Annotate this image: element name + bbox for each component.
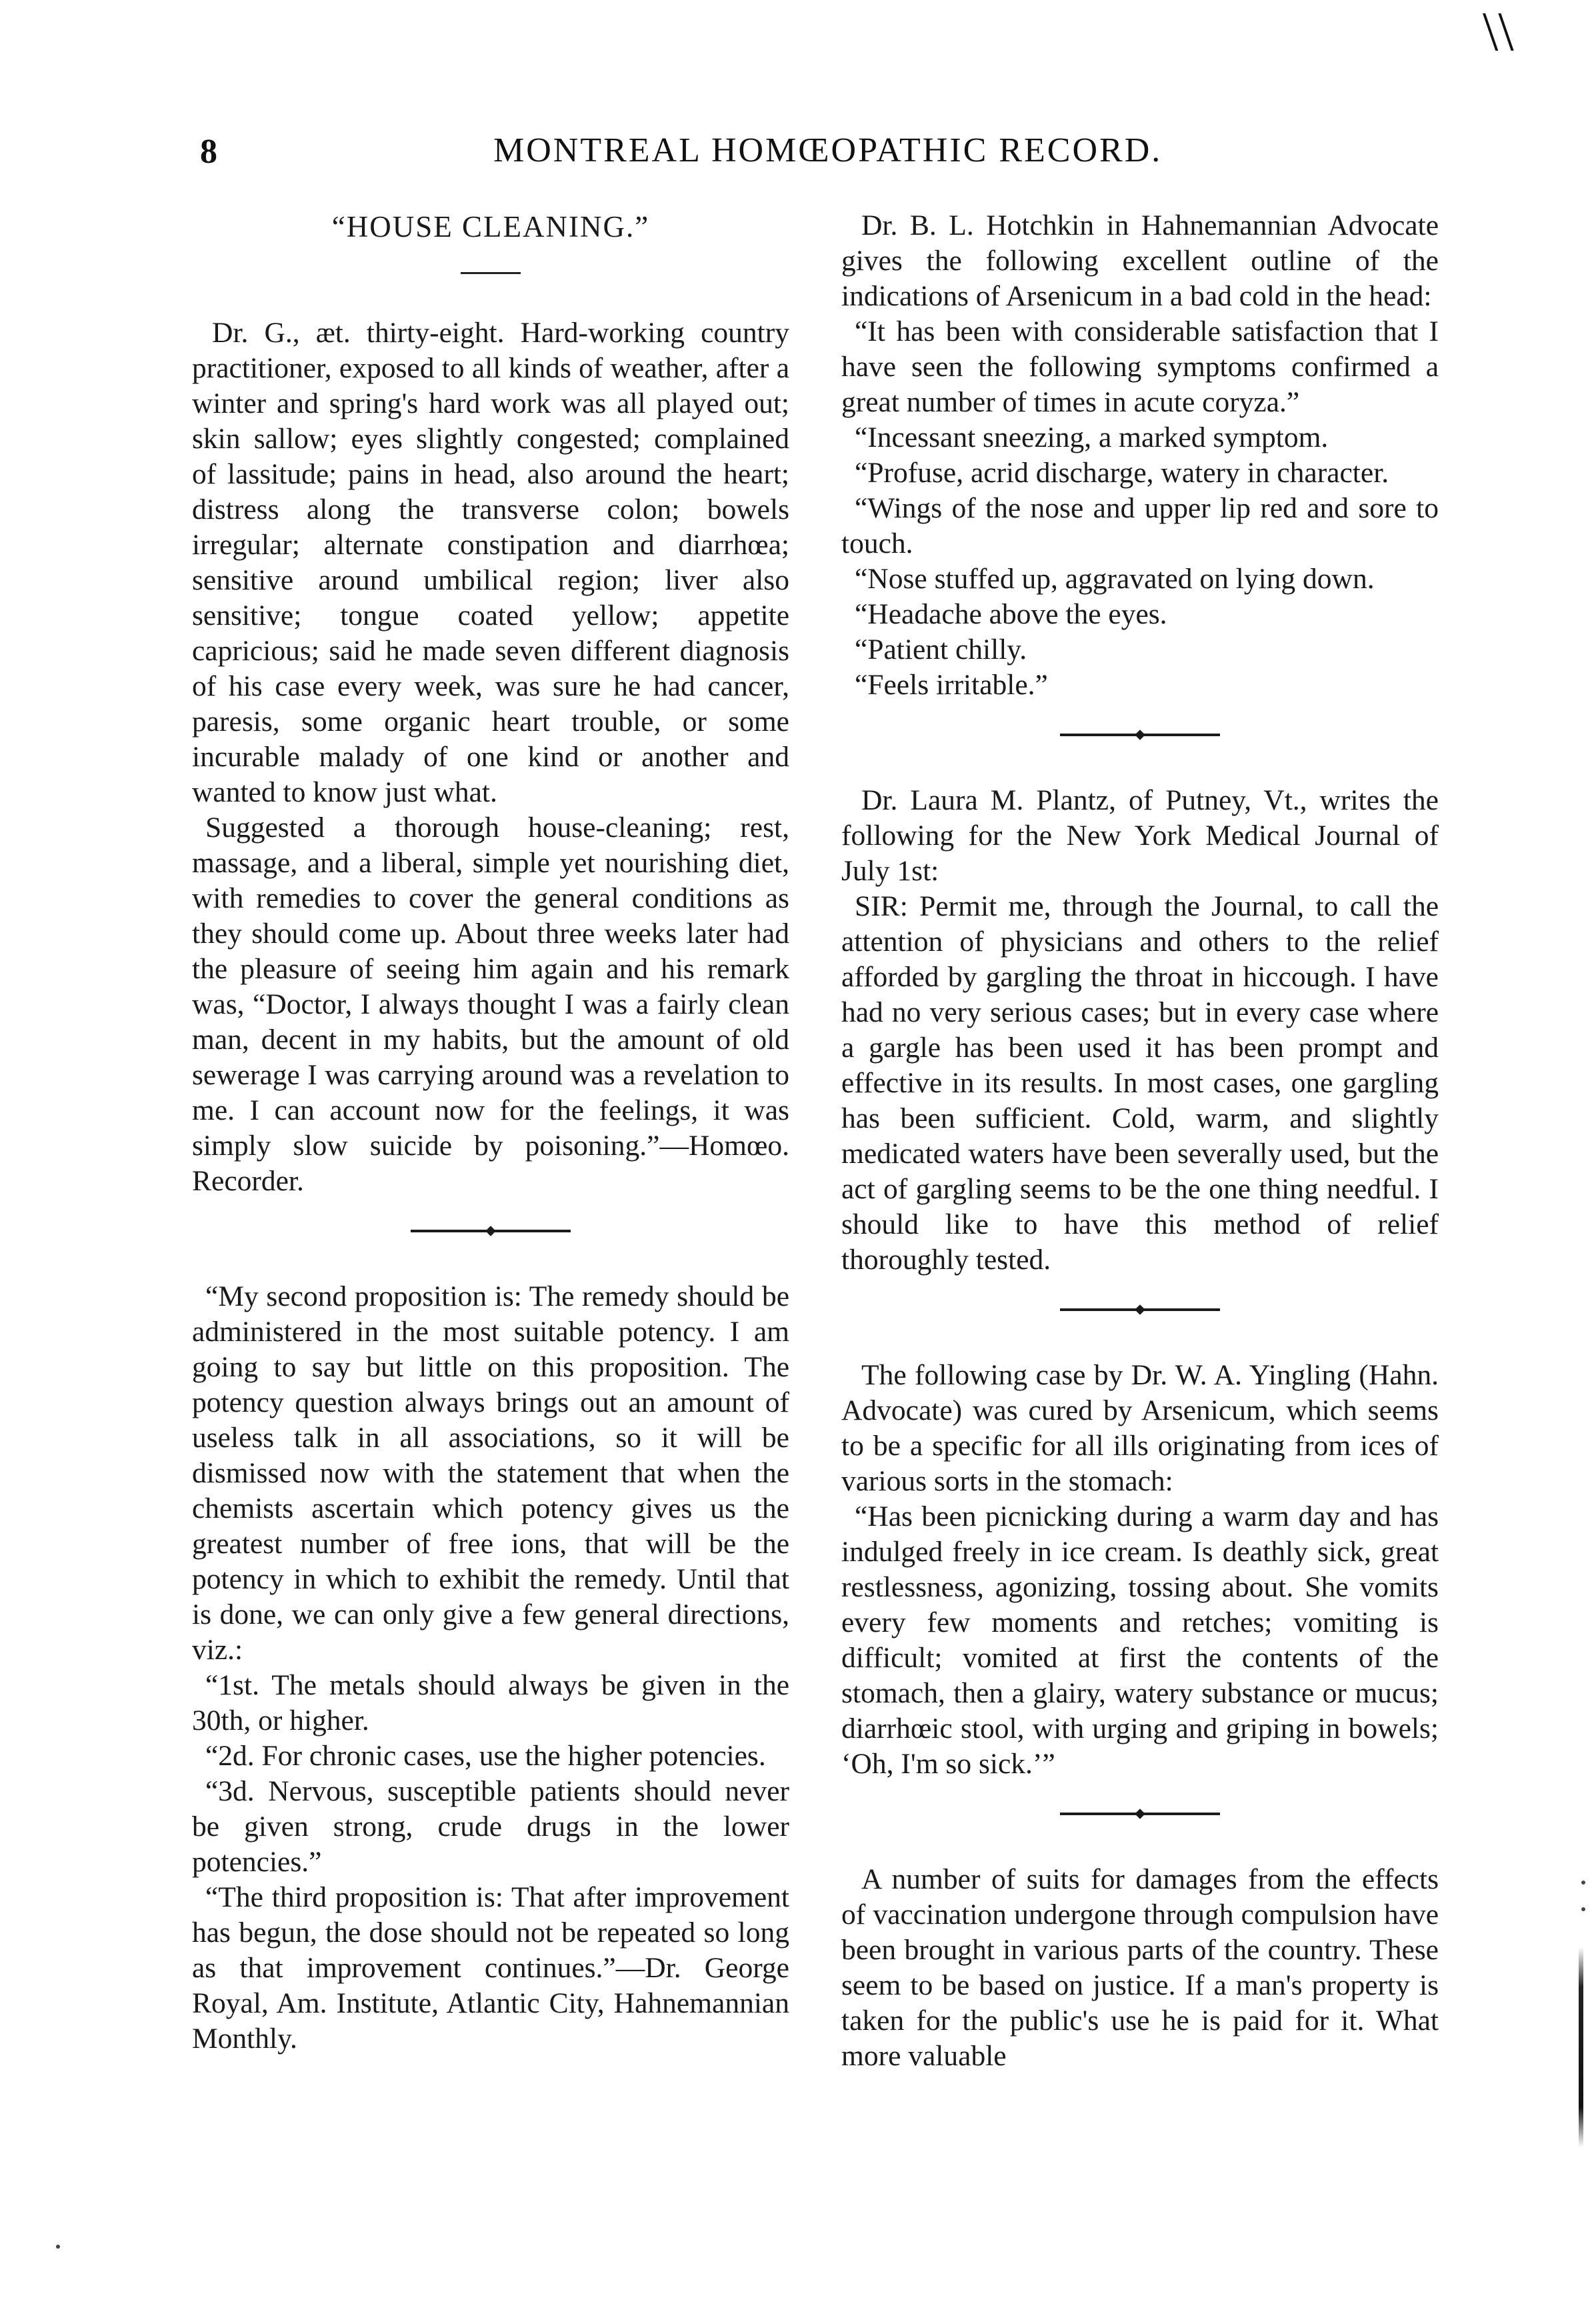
article-paragraph: “My second proposition is: The remedy should be administered in the most suitable potency. I am going to say but little on this proposition. The potency question always brings out an amount of useless talk in all associations, so it will be dismissed now with the statement that when the chemists ascertain which potency gives us the greatest number of free ions, that will be the potency in which to exhibit the remedy. Until that is done, we can only give a few general directions, viz.:: [192, 1280, 789, 1666]
article-paragraph: “Has been picnicking during a warm day and has indulged freely in ice cream. Is deathly sick, great restlessness, agonizing, tossing about. She vomits every few moments and retches; vomiting is difficult; vomited at first the contents of the stomach, then a glairy, watery substance or mucus; diarrhœic stool, with urging and griping in bowels; ‘Oh, I'm so sick.’”: [841, 1500, 1439, 1780]
right-column: [841, 208, 1439, 2074]
article-paragraph: “The third proposition is: That after improvement has begun, the dose should not be repeated so long as that improvement continues.”—Dr. George Royal, Am. Institute, Atlantic City, Hahnemannian Monthly.: [192, 1881, 789, 2055]
scan-speck: [1581, 1907, 1585, 1911]
divider-diamond: [1135, 1304, 1145, 1315]
article-paragraph: “Feels irritable.”: [855, 669, 1048, 701]
ornamental-divider: [1060, 1308, 1220, 1311]
article-paragraph: “Incessant sneezing, a marked symptom.: [855, 421, 1329, 453]
ornamental-divider: [1060, 1813, 1220, 1815]
article-paragraph: “3d. Nervous, susceptible patients should never be given strong, crude drugs in the lower potencies.”: [192, 1775, 789, 1878]
article-paragraph: Dr. Laura M. Plantz, of Putney, Vt., writes the following for the New York Medical Journal of July 1st:: [841, 784, 1439, 887]
scan-speck: [1581, 1881, 1585, 1885]
article-paragraph: Dr. B. L. Hotchkin in Hahnemannian Advocate gives the following excellent outline of the indications of Arsenicum in a bad cold in the head:: [841, 209, 1439, 312]
article-paragraph: “Patient chilly.: [855, 634, 1027, 666]
article-paragraph: “Headache above the eyes.: [855, 598, 1167, 630]
left-column: [192, 208, 789, 2057]
article-paragraph: “Wings of the nose and upper lip red and sore to touch.: [841, 492, 1439, 559]
corner-mark: \\: [1483, 1, 1514, 63]
ornamental-divider: [411, 1230, 571, 1232]
article-paragraph: “1st. The metals should always be given in the 30th, or higher.: [192, 1669, 789, 1737]
running-head: MONTREAL HOMŒOPATHIC RECORD.: [493, 131, 1163, 169]
article-paragraph: “Nose stuffed up, aggravated on lying down.: [855, 563, 1375, 595]
article-paragraph: Suggested a thorough house-cleaning; rest, massage, and a liberal, simple yet nourishing diet, with remedies to cover the general conditions as they should come up. About three weeks later had the pleasure of seeing him again and his remark was, “Doctor, I always thought I was a fairly clean man, decent in my habits, but the amount of old sewerage I was carrying around was a revelation to me. I can account now for the feelings, it was simply slow suicide by poisoning.”—Homœo. Recorder.: [192, 812, 789, 1197]
article-paragraph: “It has been with considerable satisfaction that I have seen the following symptoms confirmed a great number of times in acute coryza.”: [841, 315, 1439, 418]
divider-diamond: [1135, 1809, 1145, 1819]
article-paragraph: The following case by Dr. W. A. Yingling (Hahn. Advocate) was cured by Arsenicum, which seems to be a specific for all ills originating from ices of various sorts in the stomach:: [841, 1359, 1439, 1497]
article-paragraph: “2d. For chronic cases, use the higher potencies.: [205, 1740, 766, 1772]
article-heading: “HOUSE CLEANING.”: [331, 210, 650, 243]
article-paragraph: “Profuse, acrid discharge, watery in character.: [855, 457, 1389, 489]
article-paragraph: A number of suits for damages from the effects of vaccination undergone through compulsion have been brought in various parts of the country. These seem to be based on justice. If a man's property is taken for the public's use he is paid for it. What more valuable: [841, 1863, 1439, 2072]
scan-speck: [56, 2245, 60, 2249]
short-divider: [461, 272, 521, 274]
ornamental-divider: [1060, 734, 1220, 736]
article-paragraph: SIR: Permit me, through the Journal, to call the attention of physicians and others to the relief afforded by gargling the throat in hiccough. I have had no very serious cases; but in every case where a gargle has been used it has been prompt and effective in its results. In most cases, one gargling has been sufficient. Cold, warm, and slightly medicated waters have been severally used, but the act of gargling seems to be the one thing needful. I should like to have this method of relief thoroughly tested.: [841, 890, 1439, 1276]
divider-diamond: [485, 1226, 496, 1236]
scan-edge-mark: [1579, 1947, 1583, 2147]
page-number: 8: [200, 133, 217, 171]
article-paragraph: Dr. G., æt. thirty-eight. Hard-working country practitioner, exposed to all kinds of weather, after a winter and spring's hard work was all played out; skin sallow; eyes slightly congested; complained of lassitude; pains in head, also around the heart; distress along the transverse colon; bowels irregular; alternate constipation and diarrhœa; sensitive around umbilical region; liver also sensitive; tongue coated yellow; appetite capricious; said he made seven different diagnosis of his case every week, was sure he had cancer, paresis, some organic heart trouble, or some incurable malady of one kind or another and wanted to know just what.: [192, 317, 789, 808]
divider-diamond: [1135, 730, 1145, 740]
